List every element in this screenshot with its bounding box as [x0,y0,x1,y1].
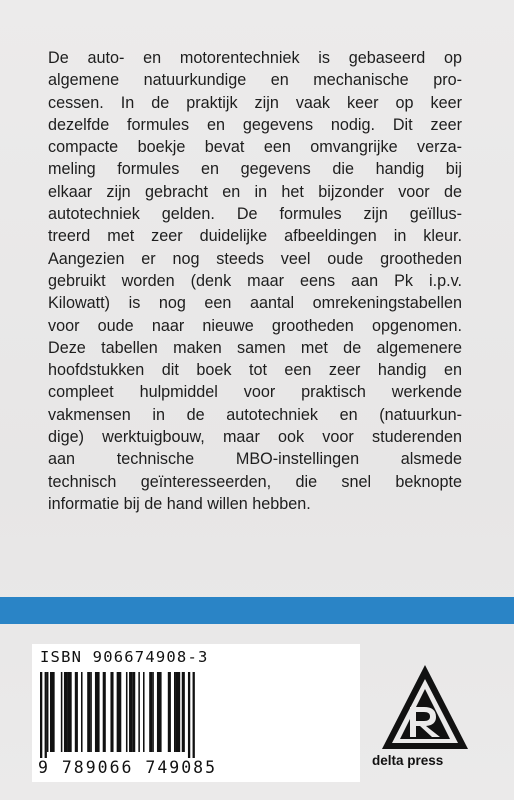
blurb-line: cessen. In de praktijk zijn vaak keer op keer [48,93,462,112]
accent-stripe [0,597,514,624]
blurb-line: dige) werktuigbouw, maar ook voor studerenden [48,428,462,447]
blurb-line: compleet hulpmiddel voor praktisch werkende [48,383,462,402]
blurb-line: technisch geïnteresseerden, die snel beknopte [48,472,462,491]
blurb-line: aan technische MBO-instellingen alsmede [48,450,462,469]
blurb-line: gebruikt worden (denk maar eens aan Pk i.p.v. [48,271,462,290]
blurb-line: Deze tabellen maken samen met de algemenere [48,338,462,357]
blurb-line: treerd met zeer duidelijke afbeeldingen in kleur. [48,227,462,246]
blurb-line-last: informatie bij de hand willen hebben. [48,494,311,513]
delta-triangle-logo-icon [380,663,470,751]
barcode-panel [32,644,360,782]
blurb-line: algemene natuurkundige en mechanische pro- [48,71,462,90]
blurb-line: De auto- en motorentechniek is gebaseerd op [48,49,462,67]
blurb-line: autotechniek gelden. De formules zijn geïllus- [48,205,462,224]
blurb-text [48,47,462,515]
blurb-line: vakmensen in de autotechniek en (natuurkun- [48,405,462,424]
blurb-line: Kilowatt) is nog een aantal omrekeningstabellen [48,294,462,313]
blurb-line: elkaar zijn gebracht en in het bijzonder voor de [48,182,462,201]
blurb-line: compacte boekje bevat een omvangrijke verza- [48,138,462,157]
blurb-line: Aangezien er nog steeds veel oude grootheden [48,249,462,268]
barcode-number: 9 789066 749085 [38,758,218,777]
publisher-name: delta press [372,753,444,768]
barcode-bars [38,672,354,758]
blurb-line: hoofdstukken dit boek tot een zeer handig en [48,361,462,380]
blurb-line: voor oude naar nieuwe grootheden opgenomen. [48,316,462,335]
isbn-label: ISBN 906674908-3 [40,648,209,666]
blurb-line: meling formules en gegevens die handig bij [48,160,462,179]
blurb-line: dezelfde formules en gegevens nodig. Dit zeer [48,115,462,134]
